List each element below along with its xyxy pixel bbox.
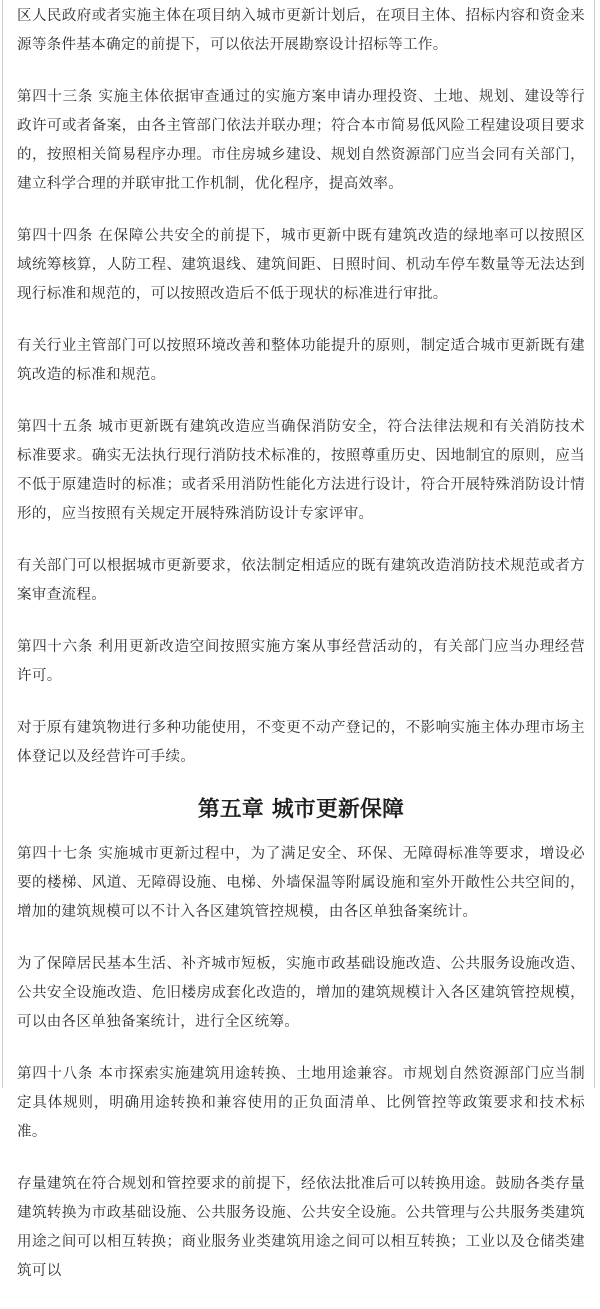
article-44-supplement: 有关行业主管部门可以按照环境改善和整体功能提升的原则，制定适合城市更新既有建筑改造的标准和规范。 [17,338,585,383]
article-45-supplement: 有关部门可以根据城市更新要求，依法制定相适应的既有建筑改造消防技术规范或者方案审查流程。 [17,558,585,603]
article-46: 第四十六条 利用更新改造空间按照实施方案从事经营活动的，有关部门应当办理经营许可。 [17,639,585,684]
page-border-left [2,0,3,1088]
paragraph-continuation: 区人民政府或者实施主体在项目纳入城市更新计划后，在项目主体、招标内容和资金来源等条件基本确定的前提下，可以依法开展勘察设计招标等工作。 [17,8,585,53]
article-46-supplement: 对于原有建筑物进行多种功能使用，不变更不动产登记的，不影响实施主体办理市场主体登记以及经营许可手续。 [17,720,585,765]
article-43: 第四十三条 实施主体依据审查通过的实施方案申请办理投资、土地、规划、建设等行政许可或者备案，由各主管部门依法并联办理；符合本市简易低风险工程建设项目要求的，按照相关简易程序办理。市住房城乡建设、规划自然资源部门应当会同有关部门，建立科学合理的并联审批工作机制，优化程序，提高效率。 [17,89,585,192]
article-47-supplement: 为了保障居民基本生活、补齐城市短板，实施市政基础设施改造、公共服务设施改造、公共安全设施改造、危旧楼房成套化改造的，增加的建筑规模计入各区建筑管控规模，可以由各区单独备案统计，进行全区统筹。 [17,956,585,1030]
article-47: 第四十七条 实施城市更新过程中，为了满足安全、环保、无障碍标准等要求，增设必要的楼梯、风道、无障碍设施、电梯、外墙保温等附属设施和室外开敞性公共空间的，增加的建筑规模可以不计入各区建筑管控规模，由各区单独备案统计。 [17,846,585,920]
article-44: 第四十四条 在保障公共安全的前提下，城市更新中既有建筑改造的绿地率可以按照区域统筹核算，人防工程、建筑退线、建筑间距、日照时间、机动车停车数量等无法达到现行标准和规范的，可以按照改造后不低于现状的标准进行审批。 [17,228,585,302]
article-45: 第四十五条 城市更新既有建筑改造应当确保消防安全，符合法律法规和有关消防技术标准要求。确实无法执行现行消防技术标准的，按照尊重历史、因地制宜的原则，应当不低于原建造时的标准；或者采用消防性能化方法进行设计，符合开展特殊消防设计情形的，应当按照有关规定开展特殊消防设计专家评审。 [17,419,585,522]
article-body [17,2,585,1309]
chapter-heading: 第五章 城市更新保障 [197,797,405,822]
page-border-right [594,0,595,1088]
article-48-supplement: 存量建筑在符合规划和管控要求的前提下，经依法批准后可以转换用途。鼓励各类存量建筑转换为市政基础设施、公共服务设施、公共安全设施。公共管理与公共服务类建筑用途之间可以相互转换；商业服务业类建筑用途之间可以相互转换；工业以及仓储类建筑可以 [17,1176,585,1279]
article-48: 第四十八条 本市探索实施建筑用途转换、土地用途兼容。市规划自然资源部门应当制定具体规则，明确用途转换和兼容使用的正负面清单、比例管控等政策要求和技术标准。 [17,1066,585,1140]
